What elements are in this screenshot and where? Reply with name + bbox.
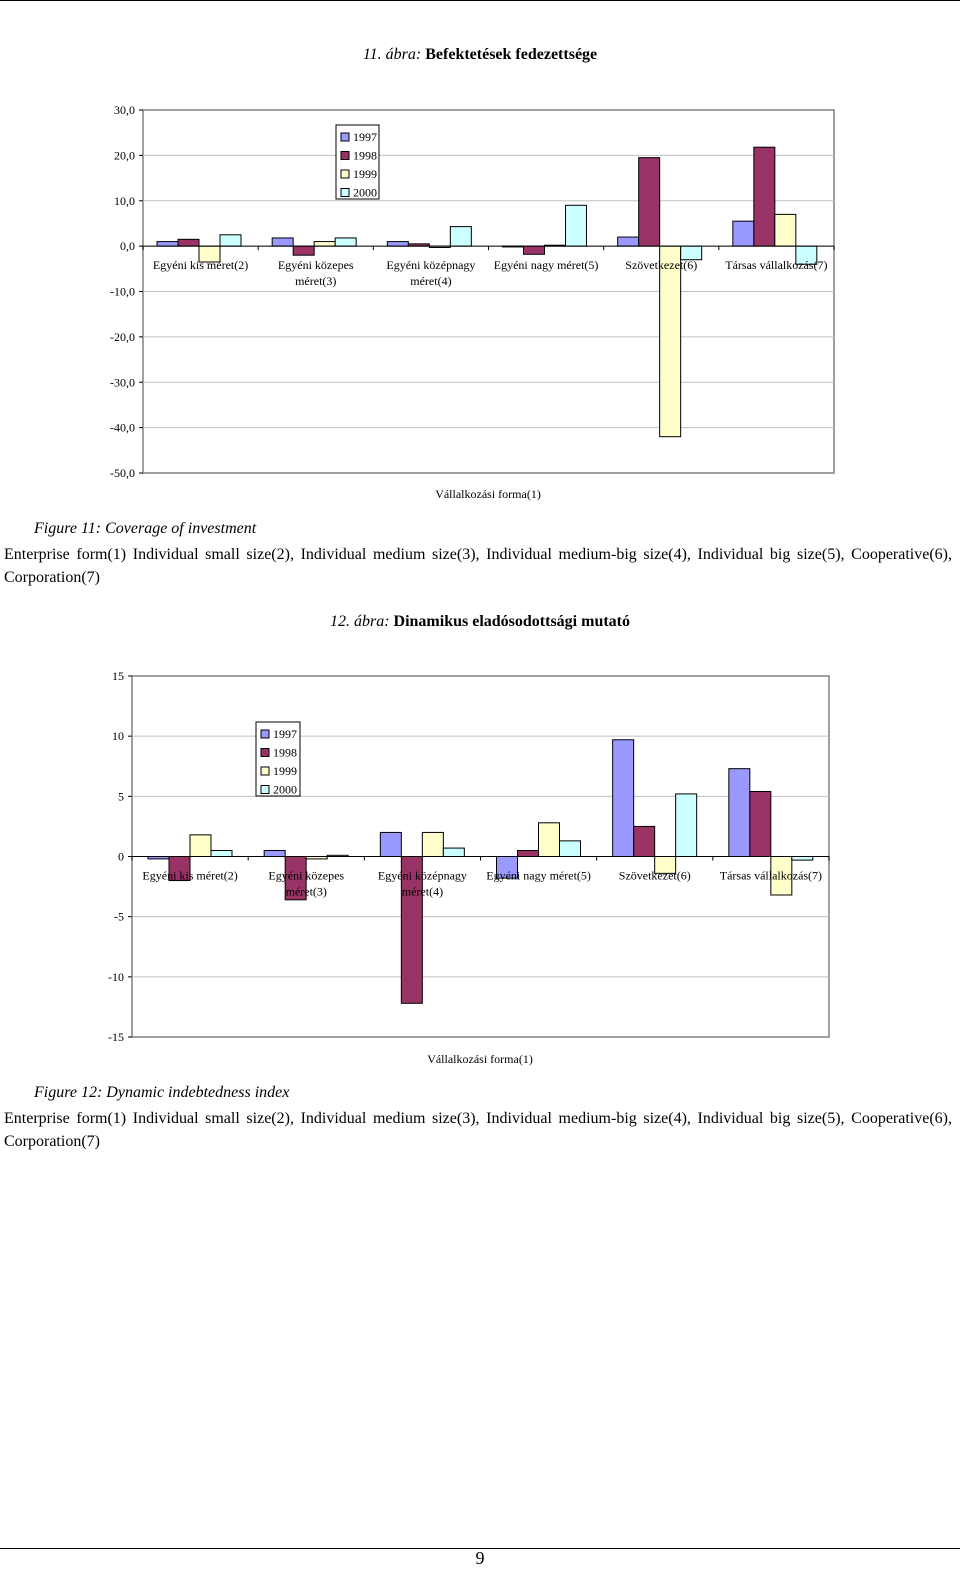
chart2-category-label: Egyéni kis méret(2)	[142, 868, 238, 883]
chart1-bar-1998	[754, 147, 775, 246]
chart1-legend-label-2000: 2000	[353, 185, 377, 200]
chart1-legend-swatch-1999	[341, 170, 349, 178]
chart2-category-label: méret(3)	[285, 884, 327, 899]
figure11-title-lead: 11. ábra:	[362, 46, 426, 63]
figure12-title	[0, 613, 960, 631]
chart1-bar-2000	[566, 205, 587, 246]
chart2-y-tick-label: -10	[108, 969, 124, 984]
top-rule	[0, 0, 960, 1]
figure12-chart	[0, 660, 960, 1080]
chart1-bar-1997	[157, 242, 178, 247]
chart2-bar-1998	[518, 850, 539, 856]
chart2-x-axis-title: Vállalkozási forma(1)	[427, 1052, 533, 1066]
chart1-y-tick-label: 20,0	[114, 148, 135, 163]
chart1-y-tick-label: 30,0	[114, 103, 135, 117]
chart2-bar-2000	[676, 794, 697, 857]
chart2-bar-2000	[443, 848, 464, 856]
chart1-y-tick-label: -50,0	[110, 466, 135, 480]
chart2-y-tick-label: 10	[112, 729, 124, 744]
chart2-bar-1997	[613, 740, 634, 857]
chart1-bar-2000	[335, 238, 356, 246]
chart2-y-tick-label: 5	[118, 789, 124, 804]
chart1-legend-label-1998: 1998	[353, 148, 377, 163]
chart1-legend-swatch-2000	[341, 189, 349, 197]
figure11-description: Enterprise form(1) Individual small size(2), Individual medium size(3), Individual medium-big size(4), Individual big size(5), Cooperative(6), Corporation(7)	[4, 546, 952, 586]
chart1-category-label: Egyéni középnagy	[386, 258, 476, 273]
chart2-y-tick-label: 0	[118, 849, 124, 864]
chart2-bar-1997	[380, 832, 401, 856]
figure11-chart	[0, 95, 960, 515]
chart1-category-label: méret(4)	[410, 274, 452, 289]
chart2-bar-2000	[560, 841, 581, 857]
chart1-y-tick-label: -10,0	[110, 284, 135, 299]
chart1-y-tick-label: -20,0	[110, 329, 135, 344]
chart1-bar-1997	[272, 238, 293, 246]
chart2-y-tick-label: 15	[112, 669, 124, 683]
chart1-bar-1999	[660, 246, 681, 437]
figure12-caption-en: Figure 12: Dynamic indebtedness index	[34, 1084, 290, 1101]
chart2-category-label: Egyéni közepes	[268, 868, 345, 883]
chart2-category-label: Egyéni középnagy	[377, 868, 467, 883]
chart1-bar-2000	[450, 227, 471, 247]
chart2-legend-label-2000: 2000	[273, 782, 297, 797]
chart2-category-label: méret(4)	[401, 884, 444, 899]
chart1-bar-2000	[220, 235, 241, 246]
chart2-bar-2000	[211, 850, 232, 856]
chart2-legend-label-1997: 1997	[273, 727, 297, 741]
chart2-bar-1999	[190, 835, 211, 857]
chart2-category-label: Társas vállalkozás(7)	[719, 868, 823, 883]
chart1-category-label: Szövetkezet(6)	[625, 258, 698, 273]
chart1-y-tick-label: -30,0	[110, 375, 135, 390]
chart1-category-label: Társas vállalkozás(7)	[725, 258, 828, 273]
chart2-legend-swatch-1998	[261, 749, 269, 757]
chart1-bar-1997	[733, 221, 754, 246]
chart2-y-tick-label: -5	[114, 909, 124, 924]
chart2-bar-1999	[539, 823, 560, 857]
chart2-legend-swatch-1997	[261, 730, 269, 738]
chart1-bar-1998	[639, 158, 660, 246]
chart1-y-tick-label: 10,0	[114, 193, 135, 208]
figure11-caption-en: Figure 11: Coverage of investment	[34, 520, 257, 537]
chart1-bar-1998	[293, 246, 314, 255]
chart2-bar-1997	[264, 850, 285, 856]
figure12-description: Enterprise form(1) Individual small size(2), Individual medium size(3), Individual medium-big size(4), Individual big size(5), Cooperative(6), Corporation(7)	[4, 1110, 952, 1150]
chart1-category-label: méret(3)	[295, 274, 337, 289]
chart2-legend-label-1998: 1998	[273, 745, 297, 760]
figure11-title	[0, 46, 960, 64]
chart2-legend-swatch-2000	[261, 786, 269, 794]
chart1-bar-1997	[387, 242, 408, 247]
chart1-category-label: Egyéni kis méret(2)	[152, 258, 249, 273]
chart1-category-label: Egyéni nagy méret(5)	[493, 258, 599, 273]
chart2-bar-1999	[422, 832, 443, 856]
chart2-bar-2000	[792, 857, 813, 861]
chart1-y-tick-label: -40,0	[110, 420, 135, 435]
figure12-title-main: Dinamikus eladósodottsági mutató	[393, 613, 631, 630]
chart1-x-axis-title: Vállalkozási forma(1)	[435, 487, 541, 501]
chart1-legend-label-1997: 1997	[353, 130, 377, 144]
page-number: 9	[475, 1548, 485, 1568]
chart1-bar-1999	[314, 242, 335, 247]
chart1-bar-1998	[524, 246, 545, 254]
chart2-legend-swatch-1999	[261, 767, 269, 775]
chart2-bar-1998	[634, 826, 655, 856]
chart1-bar-1997	[618, 237, 639, 246]
chart2-category-label: Szövetkezet(6)	[618, 868, 691, 883]
chart1-legend-swatch-1998	[341, 152, 349, 160]
chart2-bar-1998	[750, 792, 771, 857]
chart2-y-tick-label: -15	[108, 1030, 124, 1044]
chart1-category-label: Egyéni közepes	[277, 258, 354, 273]
chart1-bar-1998	[178, 239, 199, 246]
chart1-bar-1999	[775, 214, 796, 246]
chart2-bar-1997	[729, 769, 750, 857]
chart2-legend-label-1999: 1999	[273, 764, 297, 778]
chart1-legend-swatch-1997	[341, 133, 349, 141]
figure12-title-lead: 12. ábra:	[329, 613, 394, 630]
chart2-category-label: Egyéni nagy méret(5)	[486, 868, 591, 883]
chart1-y-tick-label: 0,0	[120, 239, 135, 254]
chart1-legend-label-1999: 1999	[353, 167, 377, 181]
figure11-title-main: Befektetések fedezettsége	[425, 46, 598, 63]
